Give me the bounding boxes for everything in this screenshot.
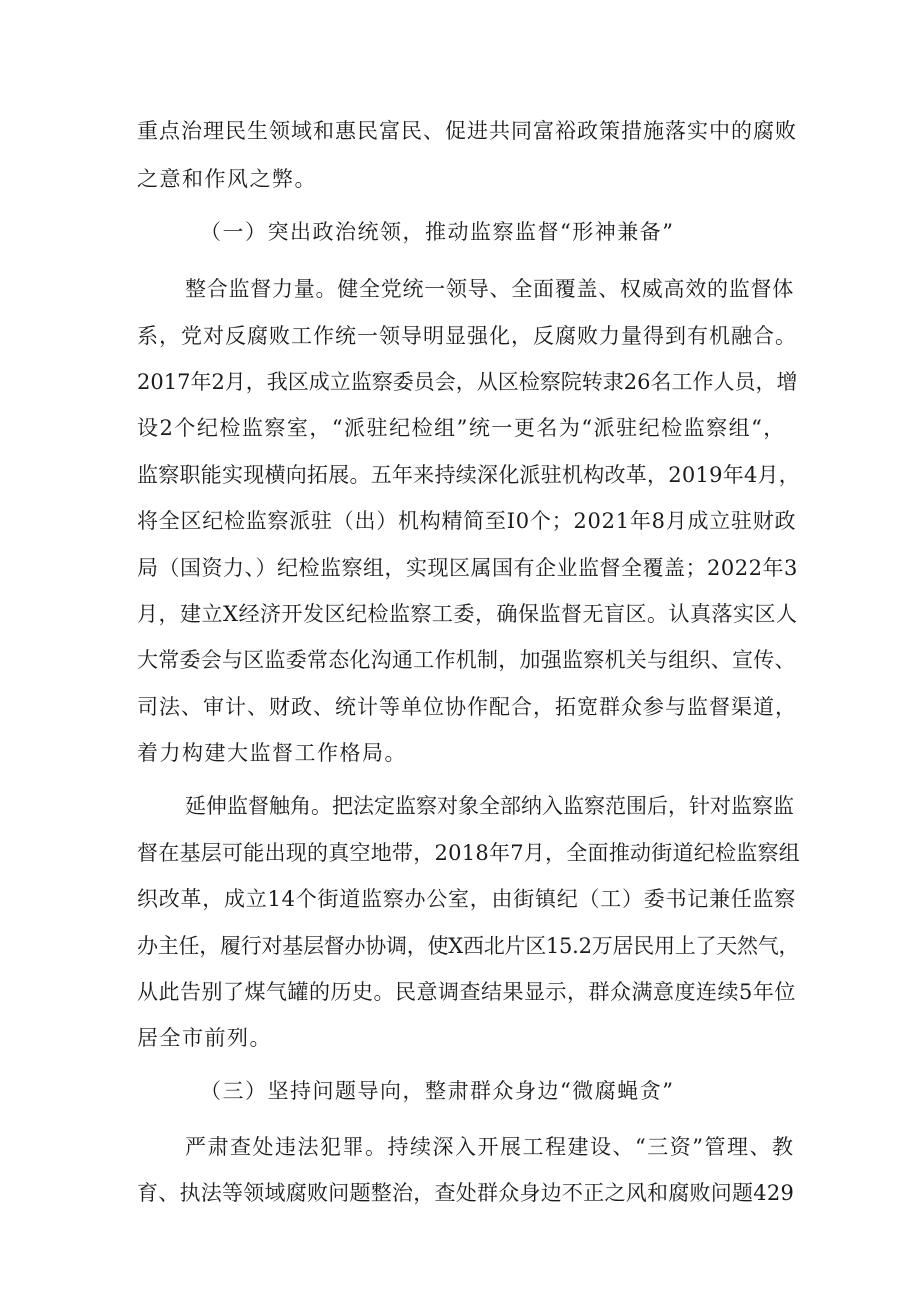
para3-line-1: 严肃查处违法犯罪。持续深入开展工程建设、“三资”管理、教 xyxy=(185,1135,795,1159)
para1-line-10: 司法、审计、财政、统计等单位协作配合，拓宽群众参与监督渠道， xyxy=(137,695,797,719)
para1-line-7: 局（国资力、）纪检监察组，实现区属国有企业监督全覆盖；2022年3 xyxy=(137,556,798,580)
para2-line-4: 办主任，履行对基层督办协调，使X西北片区15.2万居民用上了天然气， xyxy=(137,934,800,958)
para1-line-9: 大常委会与区监委常态化沟通工作机制，加强监察机关与组织、宣传、 xyxy=(137,648,796,672)
para2-line-6: 居全市前列。 xyxy=(137,1026,272,1050)
para1-line-5: 监察职能实现横向拓展。五年来持续深化派驻机构改革，2019年4月， xyxy=(137,463,801,487)
para2-line-3: 织改革，成立14个街道监察办公室，由街镇纪（工）委书记兼任监察 xyxy=(137,887,796,911)
intro-line-2: 之意和作风之弊。 xyxy=(137,167,317,191)
intro-line-1: 重点治理民生领域和惠民富民、促进共同富裕政策措施落实中的腐败 xyxy=(137,119,797,143)
para3-line-2: 育、执法等领域腐败问题整治，查处群众身边不正之风和腐败问题429 xyxy=(137,1181,795,1205)
para1-line-6: 将全区纪检监察派驻（出）机构精简至I0个；2021年8月成立驻财政 xyxy=(137,509,797,533)
para1-line-1: 整合监督力量。健全党统一领导、全面覆盖、权威高效的监督体 xyxy=(185,277,794,301)
para1-line-11: 着力构建大监督工作格局。 xyxy=(137,741,407,765)
para2-line-2: 督在基层可能出现的真空地带，2018年7月，全面推动街道纪检监察组 xyxy=(137,841,801,865)
para1-line-8: 月，建立X经济开发区纪检监察工委，确保监督无盲区。认真落实区人 xyxy=(137,602,798,626)
para1-line-2: 系，党对反腐败工作统一领导明显强化，反腐败力量得到有机融合。 xyxy=(137,324,797,348)
section-heading-1: （一）突出政治统领，推动监察监督“形神兼备” xyxy=(200,220,675,244)
section-heading-3: （三）坚持问题导向，整肃群众身边“微腐蝇贪” xyxy=(200,1079,675,1103)
para1-line-4: 设2个纪检监察室，“派驻纪检组”统一更名为“派驻纪检监察组“， xyxy=(137,416,786,440)
para2-line-1: 延伸监督触角。把法定监察对象全部纳入监察范围后，针对监察监 xyxy=(185,794,794,818)
para2-line-5: 从此告别了煤气罐的历史。民意调查结果显示，群众满意度连续5年位 xyxy=(137,980,796,1004)
para1-line-3: 2017年2月，我区成立监察委员会，从区检察院转隶26名工作人员，增 xyxy=(137,370,798,394)
